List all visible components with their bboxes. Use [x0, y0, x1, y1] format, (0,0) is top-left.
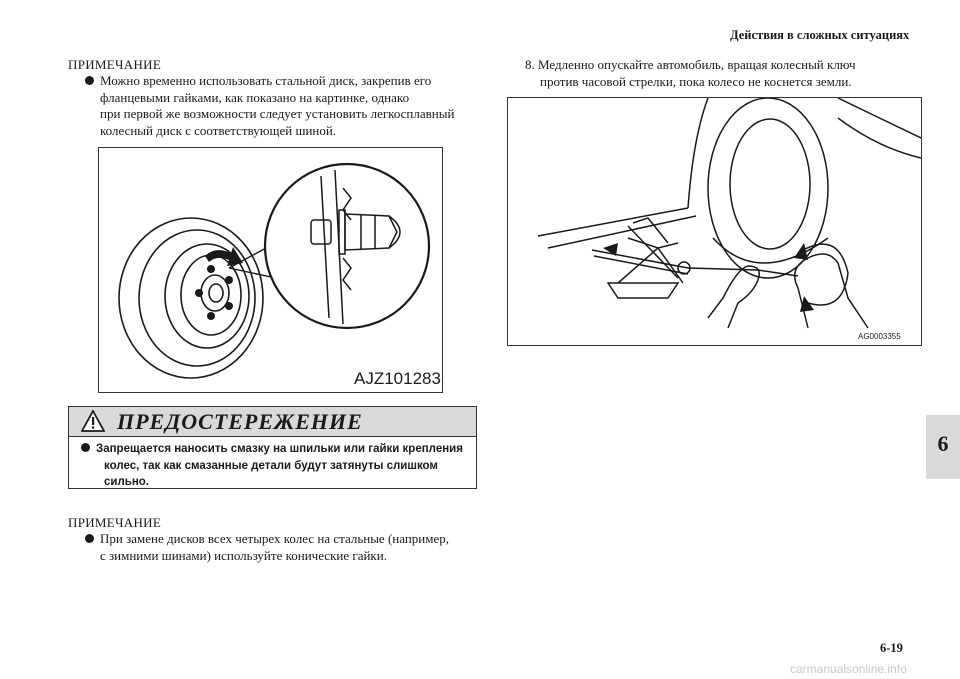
warning-title: ПРЕДОСТЕРЕЖЕНИЕ: [117, 409, 363, 434]
bullet-icon: [85, 534, 94, 543]
section-title: Действия в сложных ситуациях: [730, 28, 910, 42]
warning-header: [69, 407, 476, 437]
warning-triangle-icon: [81, 410, 105, 432]
warning-box: [68, 406, 477, 489]
jack-wrench-illustration: [508, 98, 921, 345]
wheel-flange-nut-figure: [98, 147, 443, 393]
warning-text: Запрещается наносить смазку на шпильки или гайки крепления колес, так как смазанные детали будут затянуты слишком сильно.: [69, 437, 476, 495]
figure-label: AJZ101283: [354, 369, 441, 388]
watermark: carmanualsonline.info: [790, 662, 907, 676]
step-8: 8. Медленно опускайте автомобиль, вращая колесный ключ против часовой стрелки, пока колесо не коснется земли.: [525, 57, 856, 89]
page-number: 6-19: [880, 641, 903, 655]
wheel-nut-illustration: [99, 148, 442, 392]
bullet-icon: [85, 76, 94, 85]
bullet-icon: [81, 443, 90, 452]
lowering-jack-figure: [507, 97, 922, 346]
note-label: ПРИМЕЧАНИЕ: [68, 57, 162, 72]
note-text: Можно временно использовать стальной диск, закрепив его фланцевыми гайками, как показано на картинке, однако при первой же возможности следует установить легкосплавный колесный диск с соответствующей шиной.: [85, 73, 485, 139]
chapter-tab: [926, 415, 960, 479]
step-number: 8.: [525, 57, 535, 72]
chapter-number: 6: [937, 431, 949, 456]
figure-label-2: AG0003355: [858, 332, 901, 341]
note-label-2: ПРИМЕЧАНИЕ: [68, 515, 162, 530]
note-text-2: При замене дисков всех четырех колес на стальные (например, с зимними шинами) используйте конические гайки.: [85, 531, 485, 564]
